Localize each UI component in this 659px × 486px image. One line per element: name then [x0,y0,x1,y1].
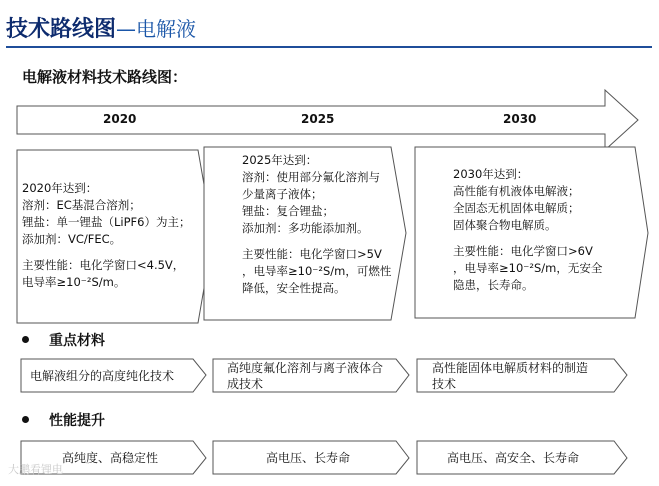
stage-2025-heading: 2025年达到： [242,153,318,167]
diagram-title: 电解液材料技术路线图： [22,68,188,86]
stage-2020-line-1: 溶剂：EC基混合溶剂； [22,198,141,212]
stage-2030-performance-3: 隐患，长寿命。 [453,278,534,292]
material-item-1-line-1: 电解液组分的高度纯化技术 [30,369,175,383]
stage-2020-heading: 2020年达到： [22,181,98,195]
stage-2025-line-3: 锂盐：复合锂盐； [242,204,334,218]
page-title-main: 技术路线图 [6,17,117,42]
stage-2025-line-2: 少量离子液体； [242,187,323,201]
material-item-3 [432,360,588,392]
watermark: 大鹏看锂电 [8,463,63,476]
stage-2020-line-3: 添加剂：VC/FEC。 [22,232,122,246]
stage-2025-performance-2: ，电导率≥10⁻²S/m，可燃性 [242,264,392,278]
stage-2020-performance-1: 主要性能：电化学窗口<4.5V， [22,258,185,272]
performance-item-1 [62,450,158,466]
stage-2030-line-1: 高性能有机液体电解液； [453,184,580,198]
stage-2030-performance-1: 主要性能：电化学窗口>6V [453,244,593,258]
stage-2020-performance-2: 电导率≥10⁻²S/m。 [22,275,126,289]
performance-item-3-line-1: 高电压、高安全、长寿命 [447,451,580,465]
section-performance-title: 性能提升 [49,413,105,429]
material-item-3-line-1: 高性能固体电解质材料的制造 [432,361,589,375]
page-title-separator: — [116,17,137,41]
section-key-materials [22,330,105,350]
stage-2030-line-3: 固体聚合物电解质。 [453,218,557,232]
stage-2030-performance-2: ，电导率≥10⁻²S/m，无安全 [453,261,603,275]
timeline-year-2025: 2025 [301,112,335,126]
material-item-2 [227,360,383,392]
stage-2020-text [22,180,190,291]
stage-2025-performance-3: 降低，安全性提高。 [242,281,346,295]
stage-2030-text [453,166,602,294]
stage-2030-heading: 2030年达到： [453,167,529,181]
stage-2030-line-2: 全固态无机固体电解质； [453,201,580,215]
material-item-2-line-1: 高纯度氟化溶剂与离子液体合 [227,361,384,375]
stage-2025-performance-1: 主要性能：电化学窗口>5V [242,247,382,261]
timeline-year-2030: 2030 [503,112,537,126]
material-item-2-line-2: 成技术 [227,377,264,391]
stage-2025-line-4: 添加剂：多功能添加剂。 [242,221,369,235]
performance-item-3 [447,450,579,466]
bullet-icon [22,416,29,423]
bullet-icon [22,336,29,343]
stage-2025-line-1: 溶剂：使用部分氟化溶剂与 [242,170,380,184]
page-title-subtitle: 电解液 [136,17,197,41]
stage-2020-line-2: 锂盐：单一锂盐（LiPF6）为主； [22,215,191,229]
material-item-3-line-2: 技术 [432,377,457,391]
performance-item-2 [266,450,350,466]
section-key-materials-title: 重点材料 [49,333,105,349]
timeline-year-2020: 2020 [103,112,137,126]
performance-item-2-line-1: 高电压、长寿命 [266,451,351,465]
performance-item-1-line-1: 高纯度、高稳定性 [62,451,159,465]
section-performance [22,410,105,430]
material-item-1 [30,368,174,384]
stage-2025-text [242,152,391,297]
